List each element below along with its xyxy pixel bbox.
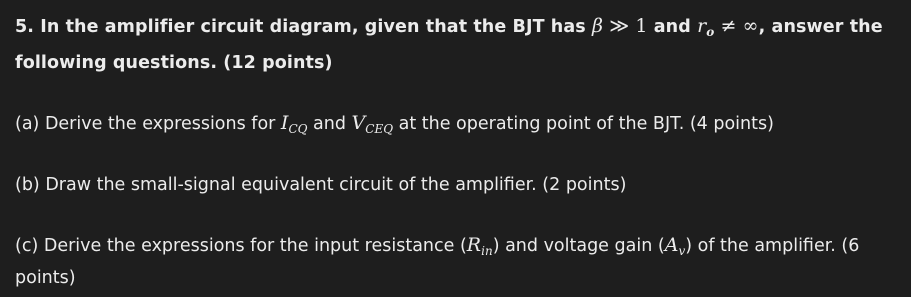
part-a-and: and bbox=[307, 114, 352, 134]
r-symbol: r bbox=[697, 15, 707, 37]
r-in-subscript: in bbox=[481, 244, 493, 258]
v-symbol: V bbox=[351, 112, 366, 134]
and-text: and bbox=[647, 17, 698, 37]
much-greater-symbol: ≫ bbox=[603, 15, 636, 37]
part-c-prefix: (c) Derive the expressions for the input resistance ( bbox=[15, 236, 467, 256]
one-value: 1 bbox=[635, 15, 648, 37]
infinity-symbol: ∞ bbox=[742, 15, 759, 37]
part-a-suffix: at the operating point of the BJT. (4 points) bbox=[393, 114, 774, 134]
part-c-suffix: ) of the amplifier. (6 bbox=[685, 236, 860, 256]
a-v-subscript: v bbox=[678, 244, 686, 258]
part-b: (b) Draw the small-signal equivalent circuit of the amplifier. (2 points) bbox=[15, 175, 627, 195]
r-in-symbol: R bbox=[466, 234, 482, 256]
part-a-prefix: (a) Derive the expressions for bbox=[15, 114, 281, 134]
part-c-middle: ) and voltage gain ( bbox=[492, 236, 665, 256]
part-a bbox=[15, 105, 905, 142]
v-subscript: CEQ bbox=[365, 122, 394, 136]
beta-symbol: β bbox=[592, 15, 604, 37]
title-suffix: , answer the bbox=[758, 17, 883, 37]
part-c-line2: points) bbox=[15, 268, 76, 288]
not-equal-symbol: ≠ bbox=[714, 15, 743, 37]
question-title bbox=[15, 8, 905, 45]
question-block bbox=[15, 8, 905, 296]
r-subscript: o bbox=[706, 25, 715, 39]
part-c bbox=[15, 227, 905, 264]
i-subscript: CQ bbox=[288, 122, 308, 136]
a-v-symbol: A bbox=[664, 234, 679, 256]
question-title-line2: following questions. (12 points) bbox=[15, 53, 333, 73]
i-symbol: I bbox=[280, 112, 289, 134]
title-prefix: 5. In the amplifier circuit diagram, given that the BJT has bbox=[15, 17, 592, 37]
